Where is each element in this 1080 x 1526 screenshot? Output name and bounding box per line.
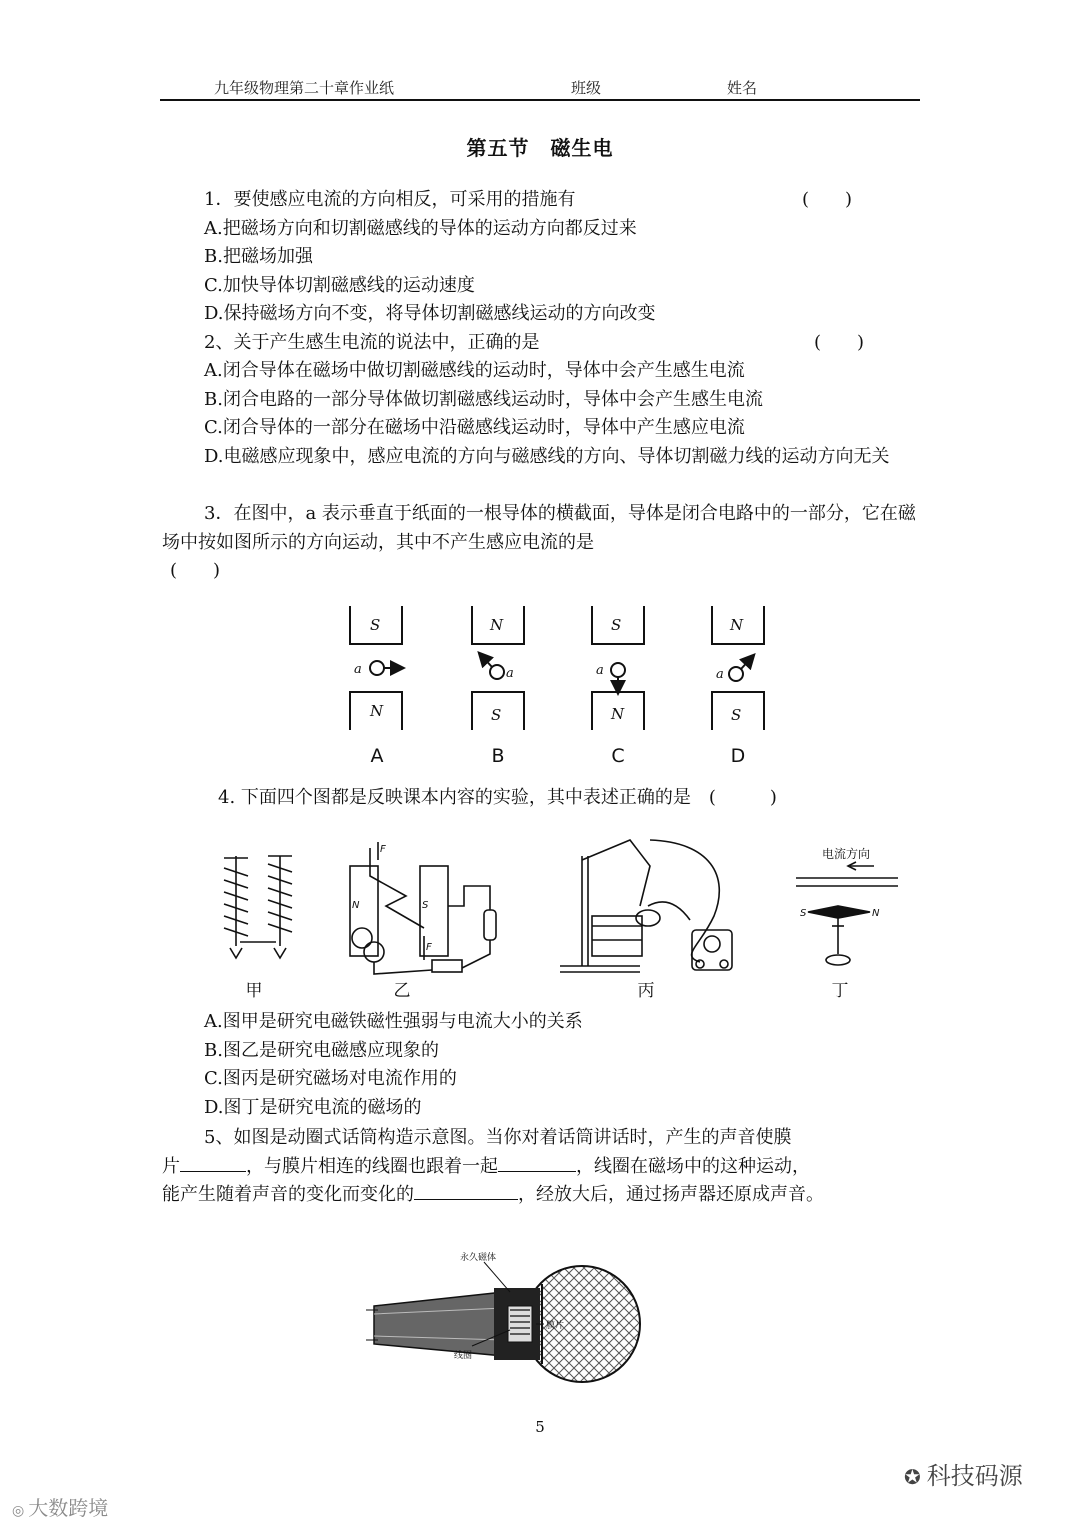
q2-option-a: A.闭合导体在磁场中做切割磁感线的运动时，导体中会产生感生电流 [204, 360, 745, 381]
q4-options [162, 1008, 922, 1122]
mic-label-coil: 线圈 [454, 1351, 473, 1361]
q1-option-b: B.把磁场加强 [204, 246, 313, 267]
q1-option-c: C.加快导体切割磁感线的运动速度 [204, 274, 475, 296]
q3b-conductor [490, 665, 504, 679]
q4-option-c: C.图丙是研究磁场对电流作用的 [204, 1068, 457, 1089]
q3b-top-pole: N [490, 616, 504, 634]
wechat-icon: ✪ [904, 1465, 921, 1489]
q5-blank-2[interactable] [498, 1153, 576, 1172]
watermark-left-logo-icon: ◎ [12, 1503, 25, 1519]
question-3 [162, 500, 922, 586]
q2-answer-paren: ( ) [814, 331, 865, 353]
q2-option-c: C.闭合导体的一部分在磁场中沿磁感线运动时，导体中产生感应电流 [204, 417, 745, 438]
q3-stem: 3．在图中，a 表示垂直于纸面的一根导体的横截面，导体是闭合电路中的一部分，它在磁场中按如图所示的方向运动，其中不产生感应电流的是 [162, 503, 916, 553]
fig-jia-electromagnets [224, 856, 292, 958]
q3a-cond-label: a [354, 662, 362, 677]
microphone-figure [364, 1248, 664, 1388]
q4-option-d: D.图丁是研究电流的磁场的 [204, 1096, 422, 1118]
q5-blank-3[interactable] [414, 1181, 518, 1200]
fig-ding-apparatus [796, 862, 898, 965]
q3a-bottom-pole: N [370, 702, 384, 720]
q4-answer-paren: ( ) [708, 787, 777, 808]
q4-option-a: A.图甲是研究电磁铁磁性强弱与电流大小的关系 [204, 1011, 583, 1032]
fig-yi-s: S [422, 900, 429, 911]
q3a-label: A [370, 745, 384, 767]
section-title: 第五节 磁生电 [466, 136, 614, 160]
q3b-label: B [491, 745, 505, 767]
q4-stem-line [218, 784, 918, 813]
q1-answer-paren: ( ) [802, 189, 853, 210]
fig-yi-label: 乙 [393, 981, 411, 1001]
q5-blank-1[interactable] [180, 1153, 246, 1172]
q3d-cond-label: a [716, 667, 724, 682]
question-1 [162, 186, 922, 471]
q5-line-2: 片 ，与膜片相连的线圈也跟着一起 ，线圈在磁场中的这种运动， [162, 1153, 922, 1182]
fig-jia-label: 甲 [245, 981, 263, 1001]
q2-option-b: B.闭合电路的一部分导体做切割磁感线运动时，导体中会产生感生电流 [204, 388, 763, 410]
fig-ding-compass-n: N [872, 908, 880, 919]
mic-handle [374, 1292, 504, 1356]
q3d-arrow [741, 656, 753, 669]
q3c-label: C [611, 745, 625, 767]
mic-label-magnet: 永久磁体 [460, 1253, 497, 1263]
question-5 [162, 1124, 922, 1210]
q3-answer-paren: ( ) [170, 560, 221, 581]
q3d-bottom-pole: S [731, 706, 742, 724]
watermark-right: ✪ 科技码源 [904, 1462, 1023, 1490]
fig-bing-label: 丙 [637, 981, 655, 1001]
q3c-bottom-pole: N [611, 705, 625, 723]
fig-yi-f-top: F [380, 844, 386, 855]
q4-stem: 4. 下面四个图都是反映课本内容的实验，其中表述正确的是 [218, 787, 691, 808]
q3b-cond-label: a [506, 666, 514, 681]
fig-yi-n: N [352, 900, 360, 911]
q3d-top-pole: N [730, 616, 744, 634]
q3-figure-set [330, 598, 780, 770]
watermark-left: ◎ 大数跨境 [12, 1496, 109, 1520]
fig-ding-compass-s: S [800, 908, 807, 919]
q4-option-b: B.图乙是研究电磁感应现象的 [204, 1039, 439, 1061]
page-number: 5 [535, 1418, 545, 1436]
fig-bing-apparatus [560, 840, 732, 972]
q3d-label: D [730, 745, 746, 767]
header-rule [160, 99, 920, 101]
mic-coil [508, 1306, 532, 1342]
q3b-arrow [480, 654, 492, 667]
q4-figure-set [210, 836, 910, 1004]
q3c-cond-label: a [596, 663, 604, 678]
q1-option-a: A.把磁场方向和切割磁感线的导体的运动方向都反过来 [204, 217, 637, 239]
q1-stem: 1．要使感应电流的方向相反，可采用的措施有 ( ) [162, 186, 922, 215]
fig-ding-current-dir: 电流方向 [822, 847, 871, 861]
q1-option-d: D.保持磁场方向不变，将导体切割磁感线运动的方向改变 [204, 303, 656, 324]
q2-option-d: D.电磁感应现象中，感应电流的方向与磁感线的方向、导体切割磁力线的运动方向无关 [204, 445, 890, 467]
q5-line-1: 5、如图是动圈式话筒构造示意图。当你对着话筒讲话时，产生的声音使膜 [204, 1127, 792, 1148]
q3a-conductor [370, 661, 384, 675]
q3d-conductor [729, 667, 743, 681]
q2-stem: 2、关于产生感生电流的说法中，正确的是 ( ) [162, 329, 922, 358]
q3a-top-pole: S [370, 616, 381, 634]
fig-ding-label: 丁 [831, 981, 849, 1001]
q3c-top-pole: S [611, 616, 622, 634]
header-title: 九年级物理第二十章作业纸 [214, 79, 395, 97]
q3c-conductor [611, 663, 625, 677]
fig-yi-f-bottom: F [426, 942, 432, 953]
q3b-bottom-pole: S [491, 706, 502, 724]
header-name-label: 姓名 [727, 79, 758, 97]
header-class-label: 班级 [571, 79, 602, 97]
mic-label-membrane: 膜片 [546, 1321, 565, 1331]
q5-line-3: 能产生随着声音的变化而变化的 ，经放大后，通过扬声器还原成声音。 [162, 1181, 922, 1210]
